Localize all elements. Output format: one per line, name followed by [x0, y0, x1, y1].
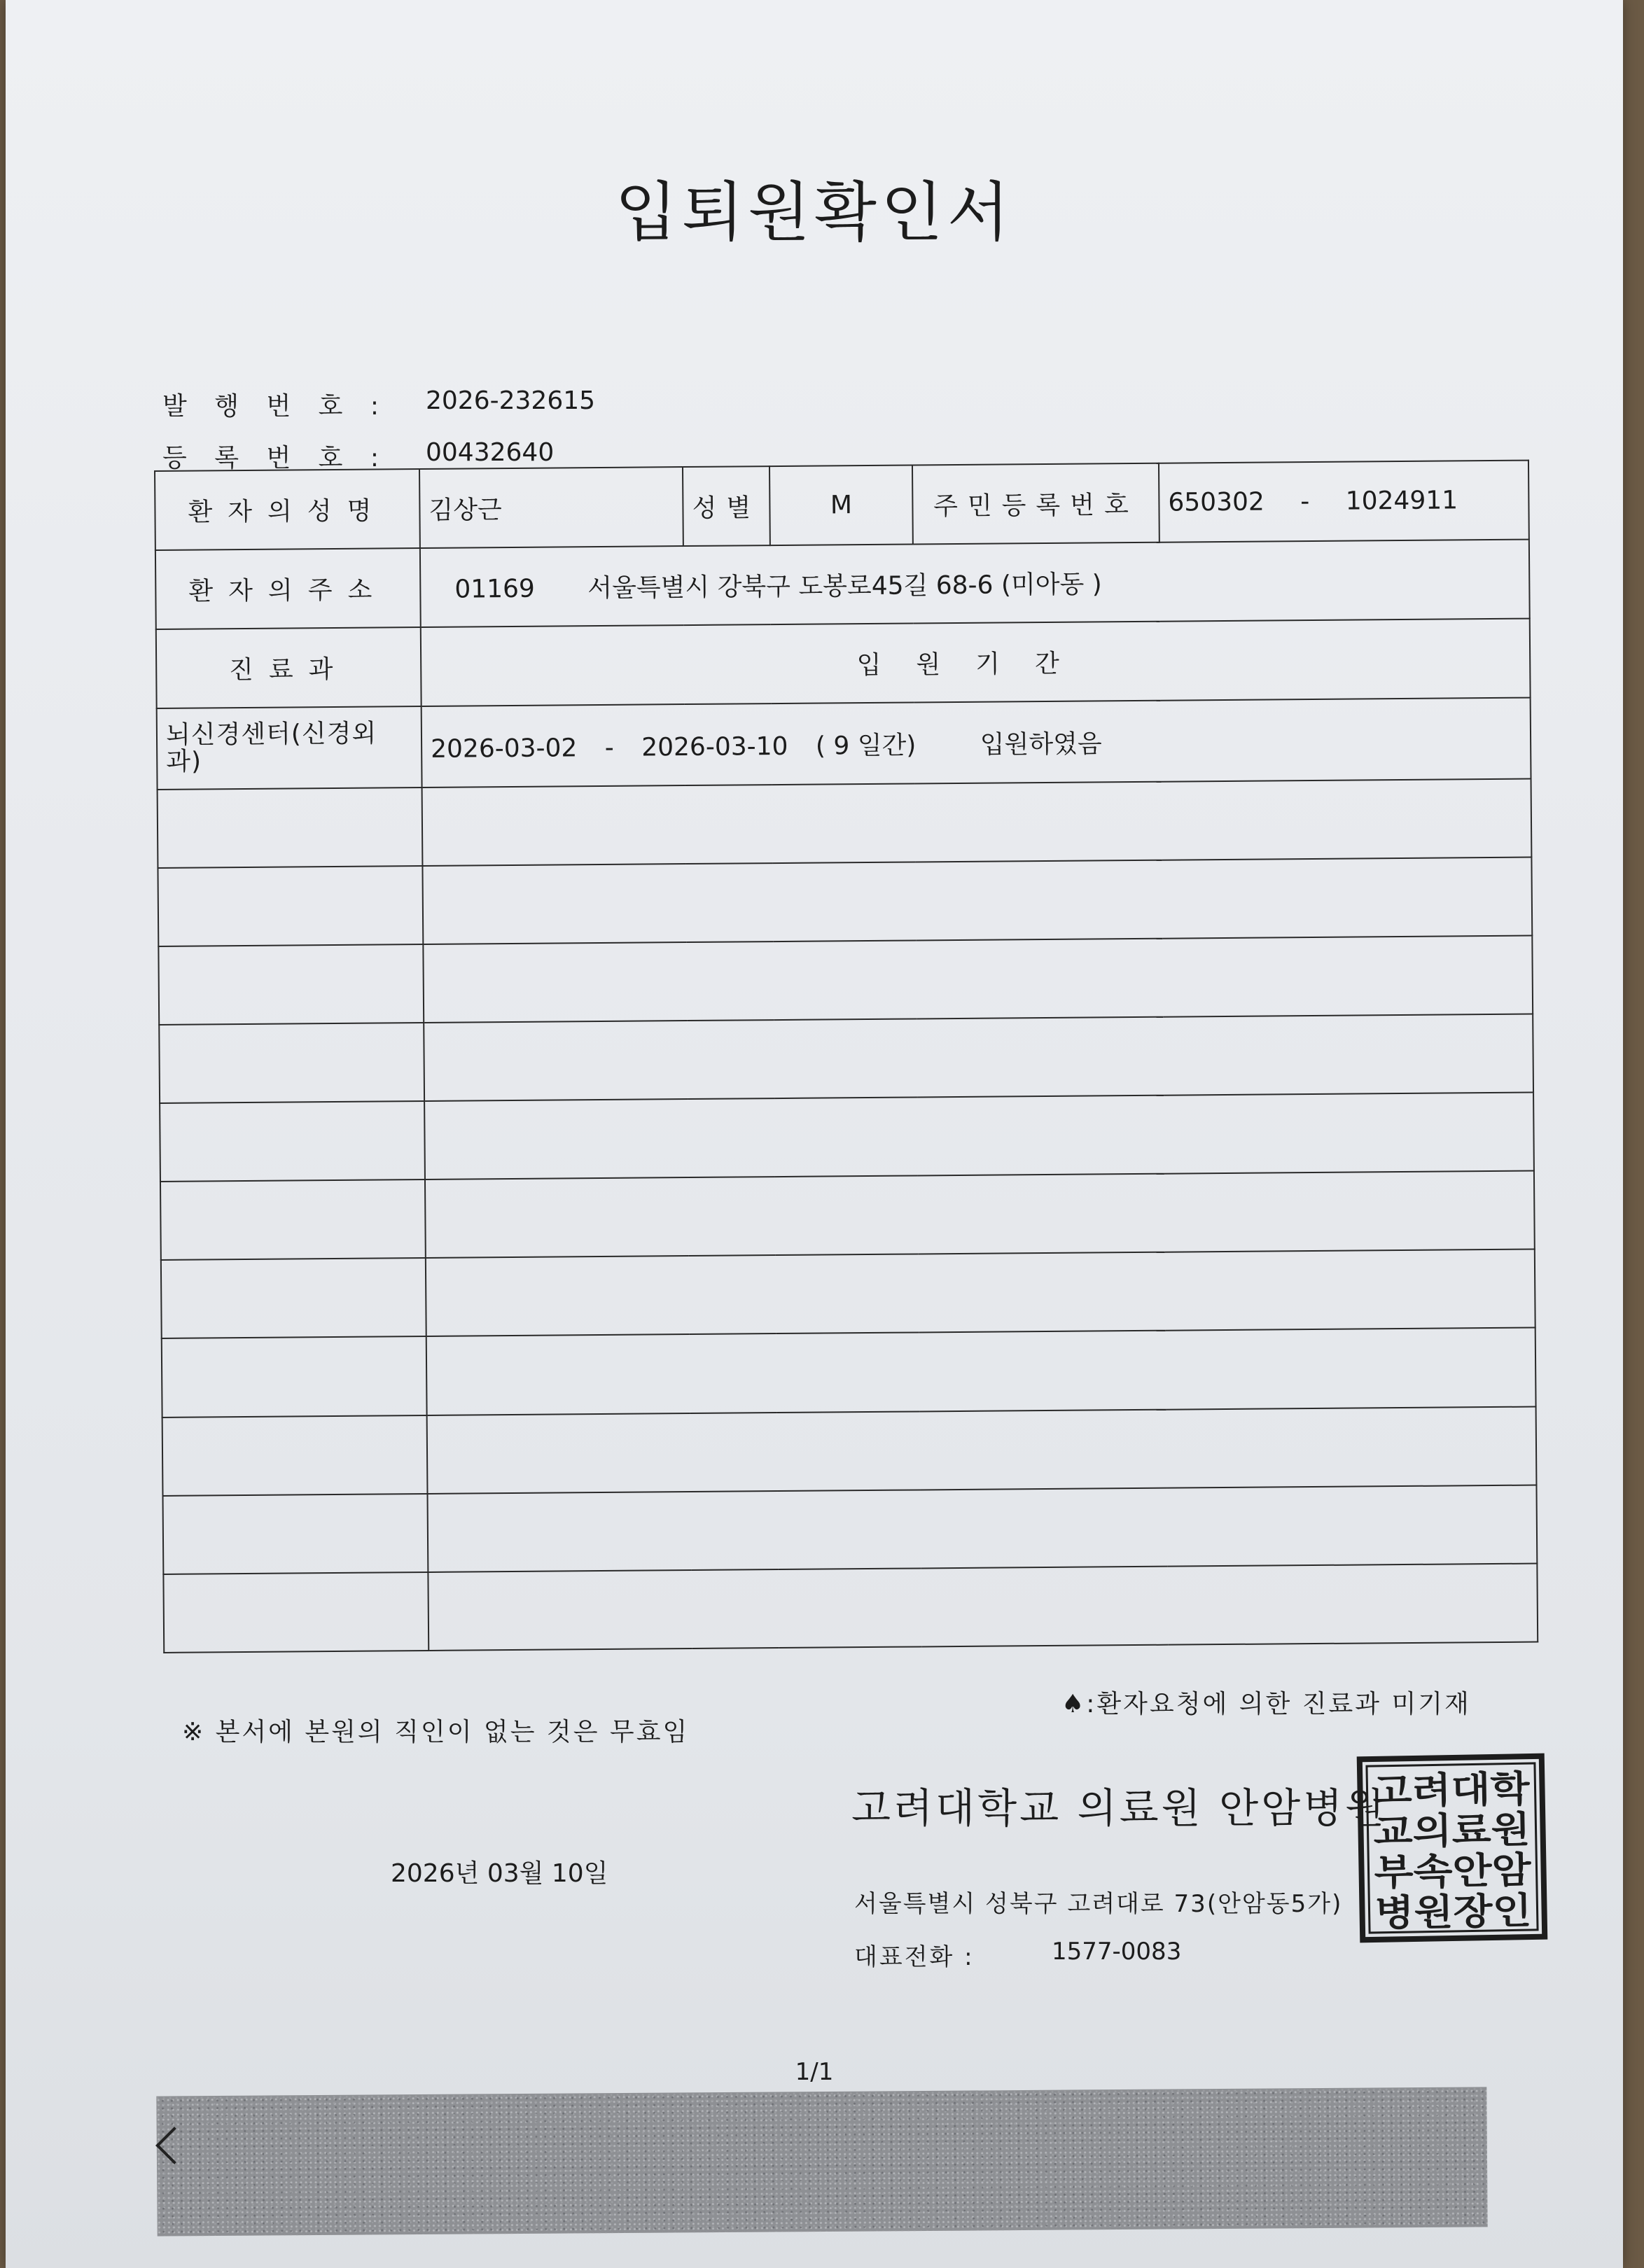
seal-line-3: 부속안암 — [1374, 1849, 1516, 1894]
table-row — [163, 1485, 1538, 1574]
rrn-label: 주민등록번호 — [912, 463, 1159, 545]
empty-cell — [425, 1171, 1535, 1259]
patient-address-label: 환자의주소 — [155, 548, 421, 629]
row-period — [422, 698, 1531, 788]
table-row — [158, 857, 1532, 946]
patient-sex: M — [769, 465, 913, 545]
table-row — [160, 1171, 1535, 1261]
issue-number: 2026-232615 — [426, 386, 596, 415]
row-status: 입원하였음 — [980, 729, 1102, 760]
patient-address-row — [155, 540, 1530, 630]
period-header: 입원기간 — [421, 619, 1531, 707]
empty-cell — [160, 1101, 425, 1182]
empty-cell — [426, 1328, 1536, 1415]
table-row — [162, 1406, 1537, 1496]
registration-number-label: 등 록 번 호 : — [162, 444, 389, 472]
spade-note: ♠:환자요청에 의한 진료과 미기재 — [1061, 1690, 1471, 1718]
empty-cell — [163, 1494, 429, 1574]
empty-cell — [158, 866, 423, 946]
validity-note: ※ 본서에 본원의 직인이 없는 것은 무효임 — [182, 1718, 690, 1746]
table-header-row — [156, 619, 1531, 709]
rrn-back: 1024911 — [1345, 486, 1458, 516]
sex-label: 성별 — [683, 466, 770, 546]
empty-cell — [427, 1485, 1537, 1572]
issue-number-label: 발 행 번 호 : — [162, 392, 389, 421]
rrn-dash: - — [1300, 487, 1310, 517]
patient-address — [420, 540, 1530, 628]
table-row — [160, 1093, 1534, 1182]
empty-cell — [422, 857, 1532, 944]
patient-name: 김상근 — [419, 467, 683, 548]
rrn-front: 650302 — [1168, 487, 1265, 517]
table-row — [163, 1563, 1538, 1653]
dept-header: 진료과 — [156, 627, 422, 708]
empty-cell — [160, 1180, 426, 1260]
empty-cell — [423, 935, 1533, 1023]
table-row — [157, 698, 1531, 790]
hospital-name: 고려대학교 의료원 안암병원 — [851, 1784, 1388, 1832]
empty-cell — [428, 1563, 1538, 1651]
seal-line-4: 병원장인 — [1374, 1889, 1517, 1935]
row-days: ( 9 일간) — [815, 731, 917, 761]
empty-cell — [161, 1258, 426, 1338]
row-dept: 뇌신경센터(신경외과) — [157, 706, 422, 789]
hospital-seal — [1356, 1752, 1549, 1945]
empty-cell — [162, 1336, 427, 1417]
security-pattern-strip — [156, 2087, 1487, 2236]
issue-date: 2026년 03월 10일 — [391, 1859, 608, 1888]
document-title: 입퇴원확인서 — [615, 175, 1014, 250]
empty-cell — [162, 1415, 428, 1496]
patient-name-row — [155, 461, 1529, 551]
hospital-address: 서울특별시 성북구 고려대로 73(안암동5가) — [854, 1890, 1343, 1918]
document-page — [6, 0, 1623, 2268]
phone-label: 대표전화 : — [854, 1943, 975, 1971]
empty-cell — [424, 1093, 1534, 1180]
table-row — [158, 778, 1532, 868]
phone-number: 1577-0083 — [1052, 1938, 1182, 1966]
empty-cell — [427, 1406, 1537, 1494]
empty-cell — [163, 1572, 429, 1653]
row-end-date: 2026-03-10 — [641, 732, 788, 762]
empty-cell — [426, 1250, 1535, 1337]
empty-cell — [422, 778, 1532, 866]
page-number: 1/1 — [795, 2058, 834, 2086]
registration-number: 00432640 — [426, 438, 555, 467]
table-row — [159, 1014, 1533, 1104]
empty-cell — [159, 1023, 424, 1103]
table-row — [158, 935, 1533, 1025]
table-row — [162, 1328, 1536, 1418]
patient-rrn — [1159, 461, 1529, 542]
table-row — [161, 1250, 1535, 1339]
patient-name-label: 환자의성명 — [155, 469, 420, 550]
admission-table — [154, 460, 1538, 1653]
empty-cell — [158, 788, 423, 868]
empty-cell — [424, 1014, 1533, 1102]
seal-line-2: 교의료원 — [1373, 1808, 1515, 1854]
postcode: 01169 — [454, 574, 536, 604]
row-dash: - — [604, 733, 614, 762]
address: 서울특별시 강북구 도봉로45길 68-6 (미아동 ) — [587, 570, 1102, 603]
seal-line-1: 고려대학 — [1372, 1768, 1514, 1813]
empty-cell — [158, 944, 424, 1025]
row-start-date: 2026-03-02 — [430, 733, 578, 764]
